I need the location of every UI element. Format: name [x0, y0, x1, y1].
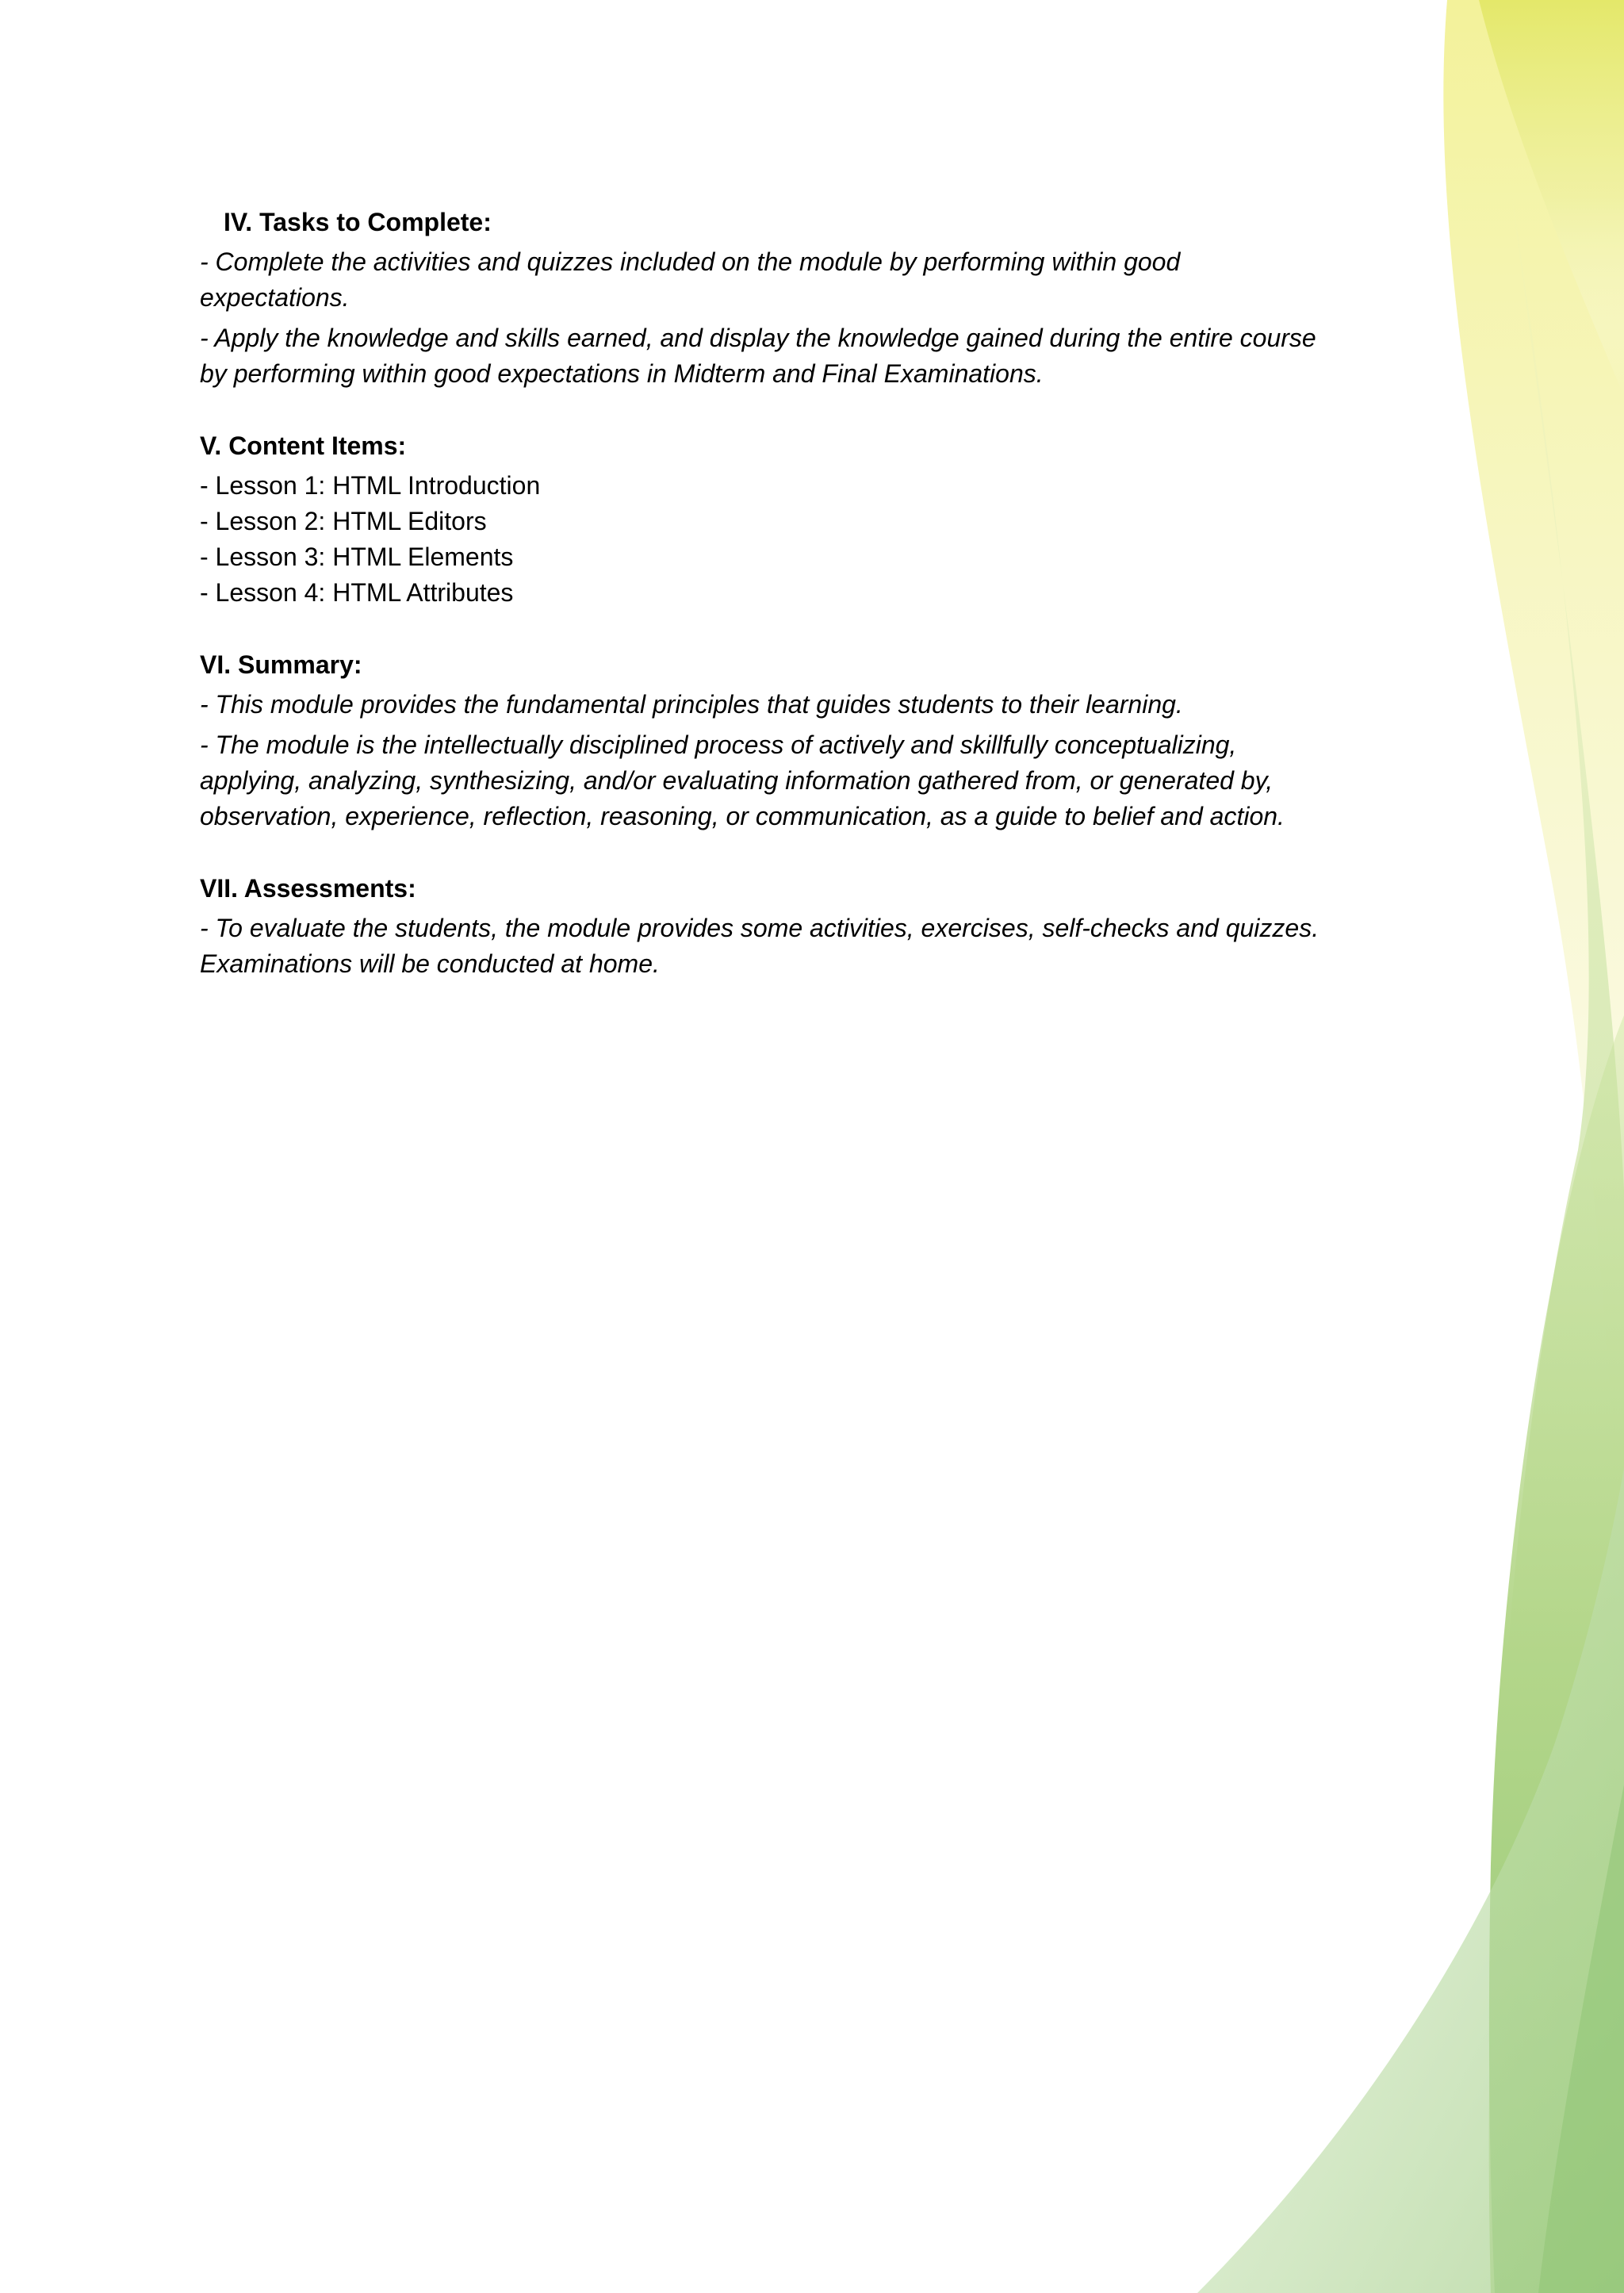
- tasks-section: [200, 205, 1326, 392]
- lesson-item: - Lesson 1: HTML Introduction: [200, 471, 541, 500]
- lesson-item: - Lesson 4: HTML Attributes: [200, 578, 514, 607]
- summary-section: [200, 647, 1326, 834]
- lesson-item: - Lesson 2: HTML Editors: [200, 507, 487, 535]
- tasks-item: - Complete the activities and quizzes included on the module by performing within good expectations.: [200, 247, 1181, 312]
- assessments-section: [200, 871, 1326, 982]
- content-items-section: [200, 428, 1326, 611]
- summary-item: - This module provides the fundamental principles that guides students to their learning.: [200, 690, 1183, 719]
- lesson-item: - Lesson 3: HTML Elements: [200, 543, 514, 571]
- assessments-heading: VII. Assessments:: [200, 874, 416, 903]
- document-content: [200, 205, 1326, 1018]
- summary-item: - The module is the intellectually disciplined process of actively and skillfully conceptualizing, applying, analyzing, synthesizing, and/or evaluating information gathered from, or generated by, observation, experience, reflection, reasoning, or communication, as a guide to belief and action.: [200, 730, 1285, 830]
- content-items-heading: V. Content Items:: [200, 431, 407, 460]
- summary-heading: VI. Summary:: [200, 650, 362, 679]
- assessments-item: - To evaluate the students, the module provides some activities, exercises, self-checks and quizzes. Examinations will be conducted at home.: [200, 914, 1320, 978]
- tasks-heading: IV. Tasks to Complete:: [224, 208, 492, 236]
- tasks-item: - Apply the knowledge and skills earned, and display the knowledge gained during the entire course by performing within good expectations in Midterm and Final Examinations.: [200, 324, 1316, 388]
